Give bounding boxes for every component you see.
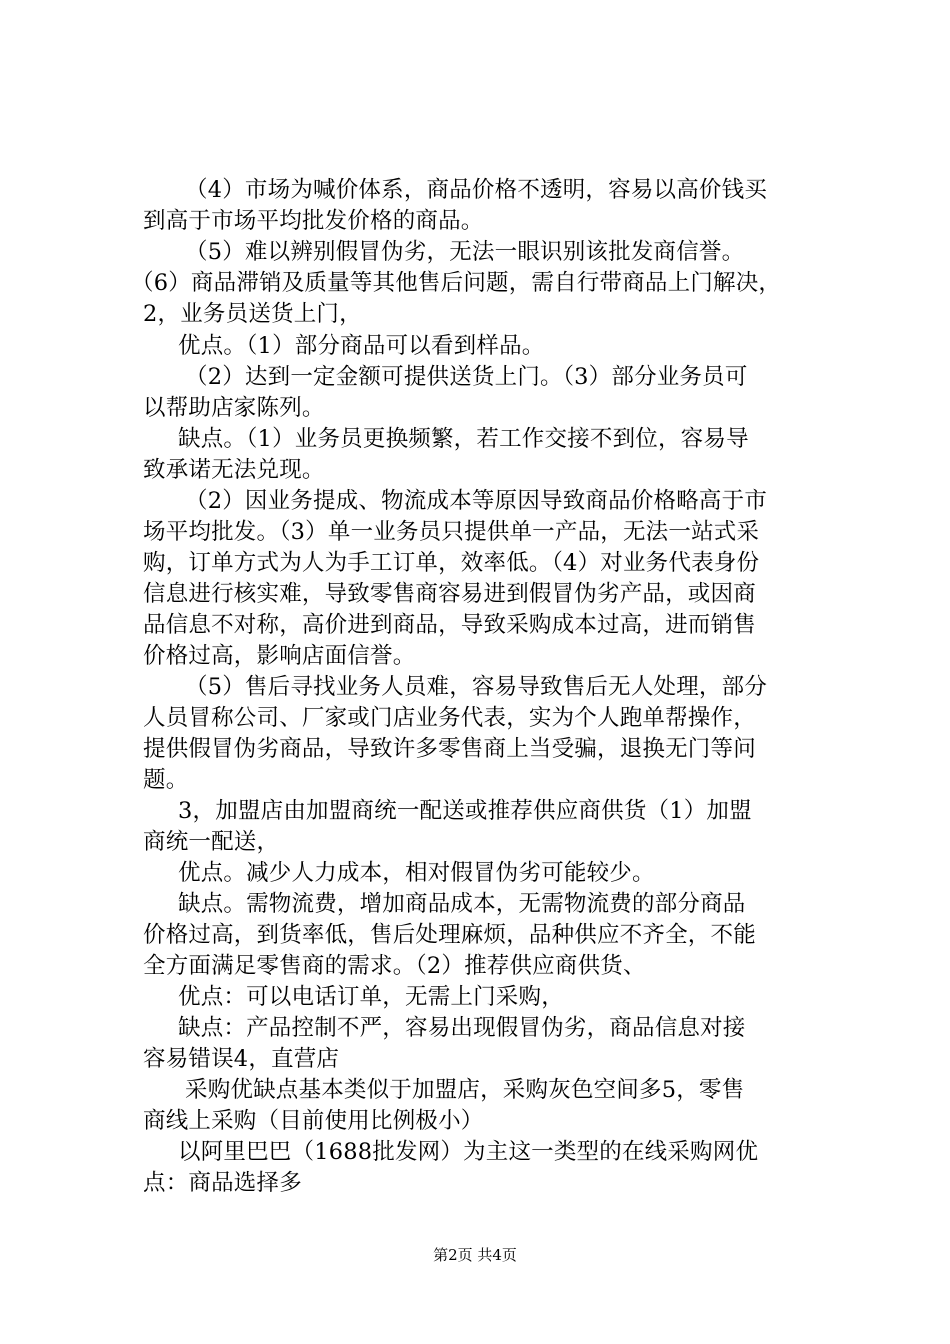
text-line: 价格过高，影响店面信誉。 bbox=[143, 643, 416, 669]
text-line: 以帮助店家陈列。 bbox=[143, 395, 325, 421]
text-line: 人员冒称公司、厂家或门店业务代表，实为个人跑单帮操作， bbox=[143, 705, 756, 731]
text-line: 提供假冒伪劣商品，导致许多零售商上当受骗，退换无门等问 bbox=[143, 736, 756, 762]
text-line: （2）因业务提成、物流成本等原因导致商品价格略高于市 bbox=[185, 488, 768, 514]
text-line: 优点。减少人力成本，相对假冒伪劣可能较少。 bbox=[178, 860, 655, 886]
text-line: （2）达到一定金额可提供送货上门。（3）部分业务员可 bbox=[185, 364, 748, 390]
text-line: 优点。（1）部分商品可以看到样品。 bbox=[178, 333, 545, 359]
text-line: 商统一配送， bbox=[143, 829, 280, 855]
page-number: 第2页 共4页 bbox=[433, 1246, 517, 1264]
text-line: 缺点：产品控制不严，容易出现假冒伪劣，商品信息对接 bbox=[178, 1015, 746, 1041]
text-line: （5）难以辨别假冒伪劣，无法一眼识别该批发商信誉。 bbox=[185, 239, 745, 265]
text-line: （5）售后寻找业务人员难，容易导致售后无人处理，部分 bbox=[185, 674, 768, 700]
text-line: （4）市场为喊价体系，商品价格不透明，容易以高价钱买 bbox=[185, 177, 768, 203]
text-line: 3，加盟店由加盟商统一配送或推荐供应商供货（1）加盟 bbox=[178, 798, 752, 824]
text-line: 题。 bbox=[143, 767, 189, 793]
text-line: 商线上采购（目前使用比例极小） bbox=[143, 1108, 484, 1134]
text-line: 场平均批发。（3）单一业务员只提供单一产品，无法一站式采 bbox=[143, 519, 760, 545]
text-line: 采购优缺点基本类似于加盟店，采购灰色空间多5，零售 bbox=[185, 1077, 745, 1103]
text-line: 致承诺无法兑现。 bbox=[143, 457, 325, 483]
text-line: 点：商品选择多 bbox=[143, 1170, 302, 1196]
text-line: 全方面满足零售商的需求。（2）推荐供应商供货、 bbox=[143, 953, 646, 979]
text-line: 到高于市场平均批发价格的商品。 bbox=[143, 208, 484, 234]
text-line: 购，订单方式为人为手工订单，效率低。（4）对业务代表身份 bbox=[143, 550, 760, 576]
text-line: 以阿里巴巴（1688批发网）为主这一类型的在线采购网优 bbox=[178, 1139, 759, 1165]
text-line: 优点：可以电话订单，无需上门采购， bbox=[178, 984, 564, 1010]
text-line: 2，业务员送货上门， bbox=[143, 301, 362, 327]
text-line: 容易错误4，直营店 bbox=[143, 1046, 340, 1072]
text-line: 缺点。需物流费，增加商品成本，无需物流费的部分商品 bbox=[178, 891, 746, 917]
text-line: （6）商品滞销及质量等其他售后问题，需自行带商品上门解决， bbox=[131, 270, 782, 296]
text-line: 价格过高，到货率低，售后处理麻烦，品种供应不齐全，不能 bbox=[143, 922, 756, 948]
text-line: 品信息不对称，高价进到商品，导致采购成本过高，进而销售 bbox=[143, 612, 756, 638]
text-line: 信息进行核实难，导致零售商容易进到假冒伪劣产品，或因商 bbox=[143, 581, 756, 607]
text-line: 缺点。（1）业务员更换频繁，若工作交接不到位，容易导 bbox=[178, 426, 749, 452]
